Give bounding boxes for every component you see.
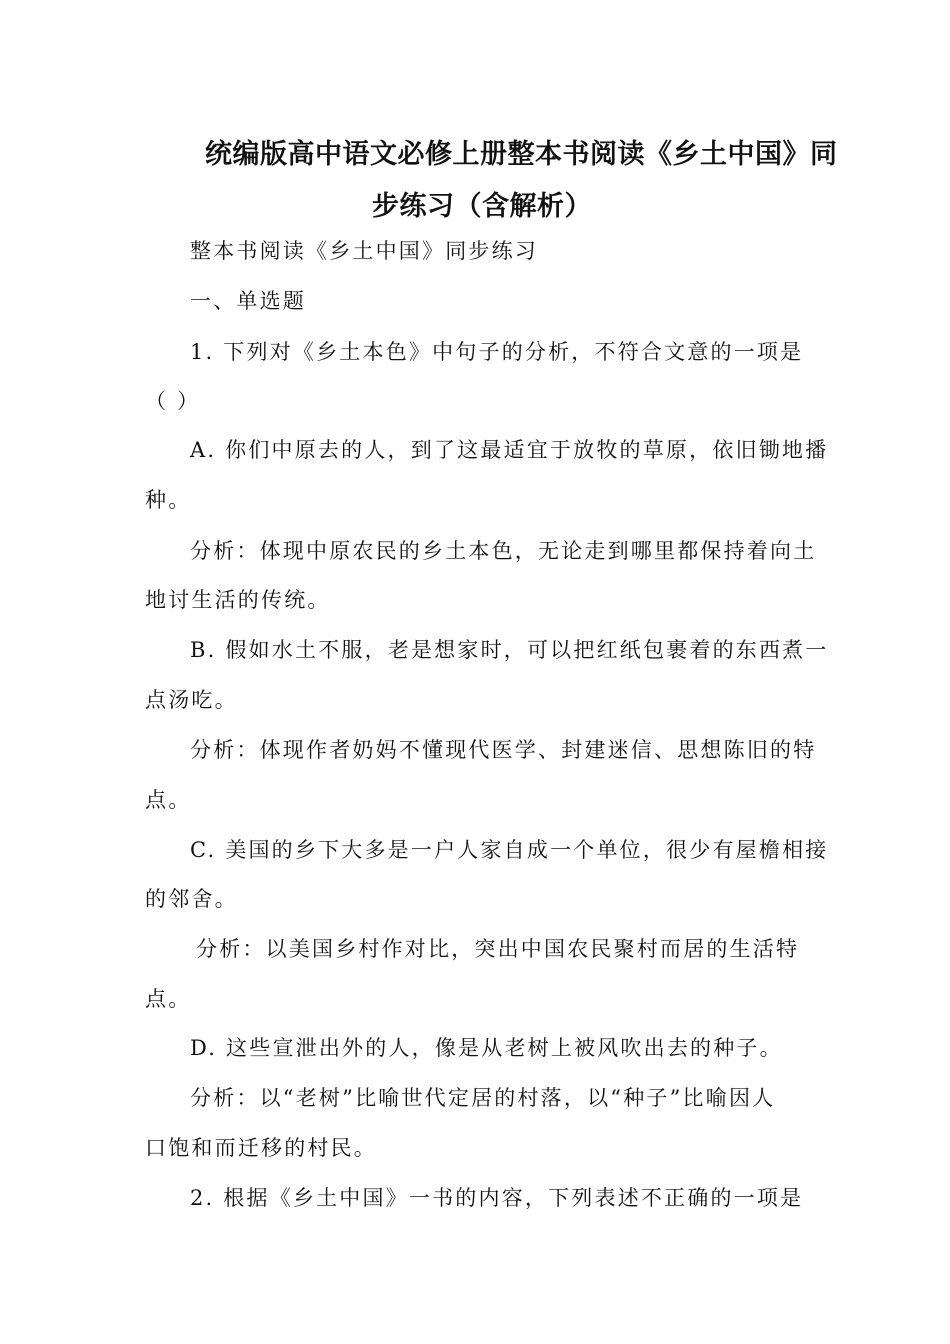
option-c-analysis: 分析：以美国乡村作对比，突出中国农民聚村而居的生活特 bbox=[196, 937, 800, 961]
option-d-analysis-cont: 口饱和而迁移的村民。 bbox=[145, 1136, 377, 1160]
option-c-text-cont: 的邻舍。 bbox=[145, 887, 238, 911]
option-a-analysis: 分析：体现中原农民的乡土本色，无论走到哪里都保持着向土 bbox=[190, 539, 817, 563]
option-a-text: A. 你们中原去的人，到了这最适宜于放牧的草原，依旧锄地播 bbox=[190, 438, 829, 462]
option-d-text: D. 这些宣泄出外的人，像是从老树上被风吹出去的种子。 bbox=[190, 1036, 783, 1060]
option-c-analysis-cont: 点。 bbox=[145, 987, 192, 1011]
option-b-text-cont: 点汤吃。 bbox=[145, 688, 238, 712]
question-1-blank: （ ） bbox=[145, 389, 201, 413]
option-d-analysis: 分析：以“老树”比喻世代定居的村落，以“种子”比喻因人 bbox=[190, 1086, 776, 1110]
option-a-text-cont: 种。 bbox=[145, 488, 192, 512]
question-1-stem: 1. 下列对《乡土本色》中句子的分析，不符合文意的一项是 bbox=[190, 340, 804, 364]
question-2-stem: 2. 根据《乡土中国》一书的内容，下列表述不正确的一项是 bbox=[190, 1186, 804, 1210]
option-b-text: B. 假如水土不服，老是想家时，可以把红纸包裹着的东西煮一 bbox=[190, 638, 829, 662]
option-b-analysis: 分析：体现作者奶妈不懂现代医学、封建迷信、思想陈旧的特 bbox=[190, 738, 817, 762]
option-c-text: C. 美国的乡下大多是一户人家自成一个单位，很少有屋檐相接 bbox=[190, 838, 829, 862]
document-title-line-2: 步练习（含解析） bbox=[372, 191, 592, 222]
option-a-analysis-cont: 地讨生活的传统。 bbox=[145, 588, 331, 612]
option-b-analysis-cont: 点。 bbox=[145, 788, 192, 812]
section-heading: 一、单选题 bbox=[190, 289, 306, 313]
document-title-line-1: 统编版高中语文必修上册整本书阅读《乡土中国》同 bbox=[205, 139, 838, 170]
document-subtitle: 整本书阅读《乡土中国》同步练习 bbox=[190, 239, 538, 263]
